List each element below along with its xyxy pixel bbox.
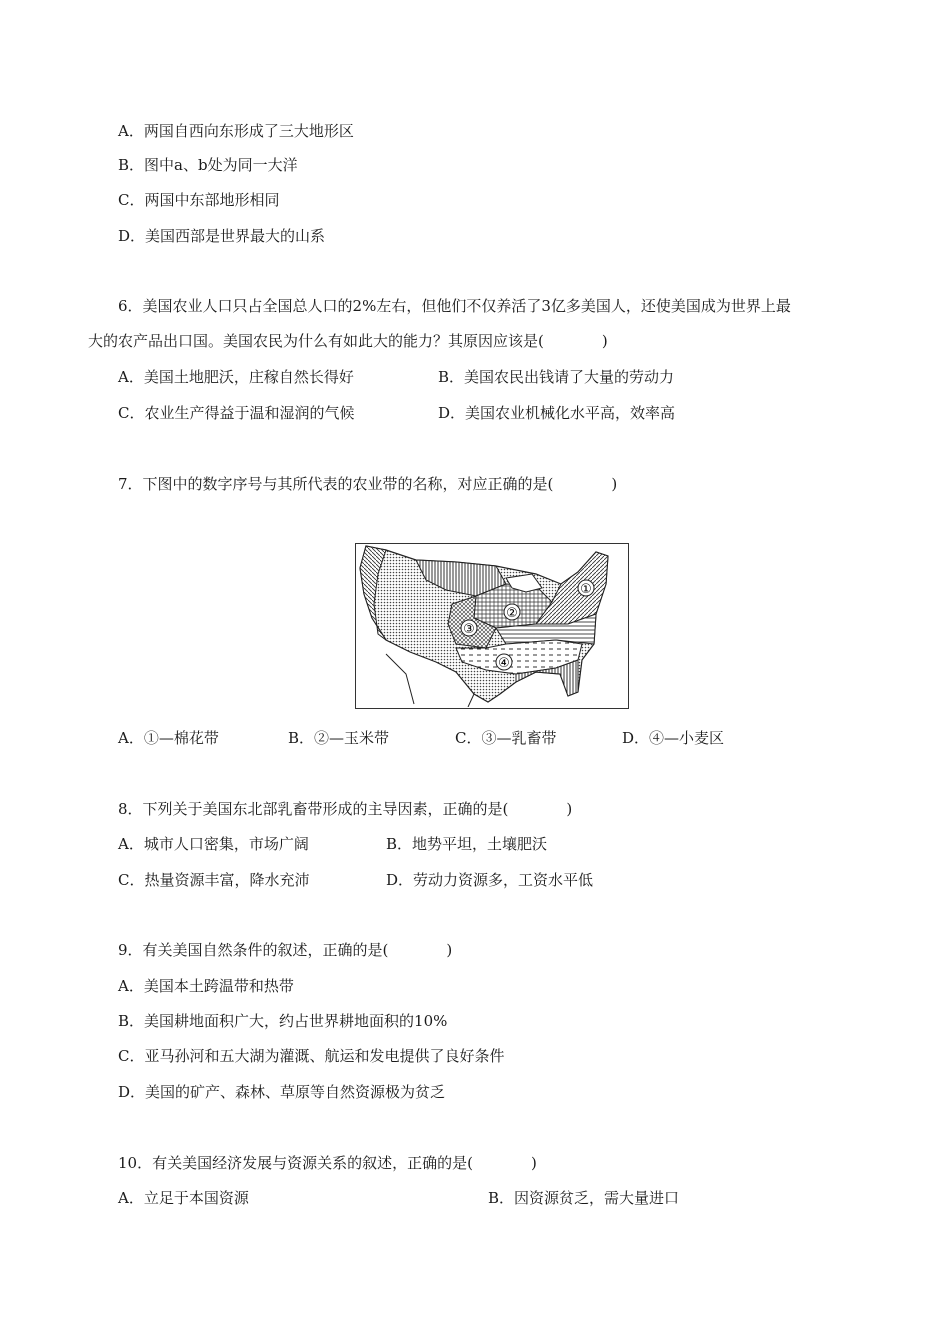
q9-stem-close: ) [446,941,453,959]
q9-stem-text: 9．有关美国自然条件的叙述，正确的是( [118,941,389,959]
map-figure [356,544,627,707]
q6-option-c: C．农业生产得益于温和湿润的气候 [118,404,355,422]
q8-stem-text: 8．下列关于美国东北部乳畜带形成的主导因素，正确的是( [118,800,509,818]
q7-stem-text: 7．下图中的数字序号与其所代表的农业带的名称，对应正确的是( [118,475,554,493]
q7-option-a: A．①—棉花带 [118,729,219,747]
q6-option-a: A．美国土地肥沃，庄稼自然长得好 [118,368,354,386]
q10-stem-close: ) [530,1154,537,1172]
q9-option-b: B．美国耕地面积广大，约占世界耕地面积的10% [118,1012,448,1030]
q6-stem-line1: 6．美国农业人口只占全国总人口的2%左右，但他们不仅养活了3亿多美国人，还使美国成为世界上最 [118,297,791,315]
q9-option-c: C．亚马孙河和五大湖为灌溉、航运和发电提供了良好条件 [118,1047,505,1065]
q8-stem-close: ) [566,800,573,818]
q7-option-b: B．②—玉米带 [288,729,390,747]
q10-option-a: A．立足于本国资源 [118,1189,249,1207]
q7-stem-close: ) [611,475,618,493]
q8-option-c: C．热量资源丰富，降水充沛 [118,871,310,889]
map-label-1: ① [580,582,592,597]
q8-option-d: D．劳动力资源多，工资水平低 [386,871,594,889]
q6-stem-close: ) [601,332,608,350]
q6-stem-line2 [88,331,608,351]
us-agriculture-belt-map [355,543,629,709]
q5-option-a: A．两国自西向东形成了三大地形区 [118,122,354,140]
q6-option-b: B．美国农民出钱请了大量的劳动力 [438,368,675,386]
q10-stem [118,1153,537,1173]
map-label-4: ④ [498,656,510,671]
q10-option-b: B．因资源贫乏，需大量进口 [488,1189,680,1207]
map-label-3: ③ [463,622,475,637]
q6-stem-text: 大的农产品出口国。美国农民为什么有如此大的能力？其原因应该是( [88,332,544,350]
q9-stem [118,940,452,960]
q7-option-d: D．④—小麦区 [622,729,725,747]
q8-stem [118,799,572,819]
q5-option-d: D．美国西部是世界最大的山系 [118,227,326,245]
q9-option-a: A．美国本土跨温带和热带 [118,977,294,995]
q7-option-c: C．③—乳畜带 [455,729,557,747]
q7-stem [118,474,617,494]
q5-option-b: B．图中a、b处为同一大洋 [118,156,298,174]
q6-option-d: D．美国农业机械化水平高，效率高 [438,404,676,422]
q10-stem-text: 10．有关美国经济发展与资源关系的叙述，正确的是( [118,1154,473,1172]
q5-option-c: C．两国中东部地形相同 [118,191,280,209]
map-label-2: ② [506,606,518,621]
q8-option-b: B．地势平坦，土壤肥沃 [386,835,548,853]
q8-option-a: A．城市人口密集，市场广阔 [118,835,309,853]
q9-option-d: D．美国的矿产、森林、草原等自然资源极为贫乏 [118,1083,446,1101]
